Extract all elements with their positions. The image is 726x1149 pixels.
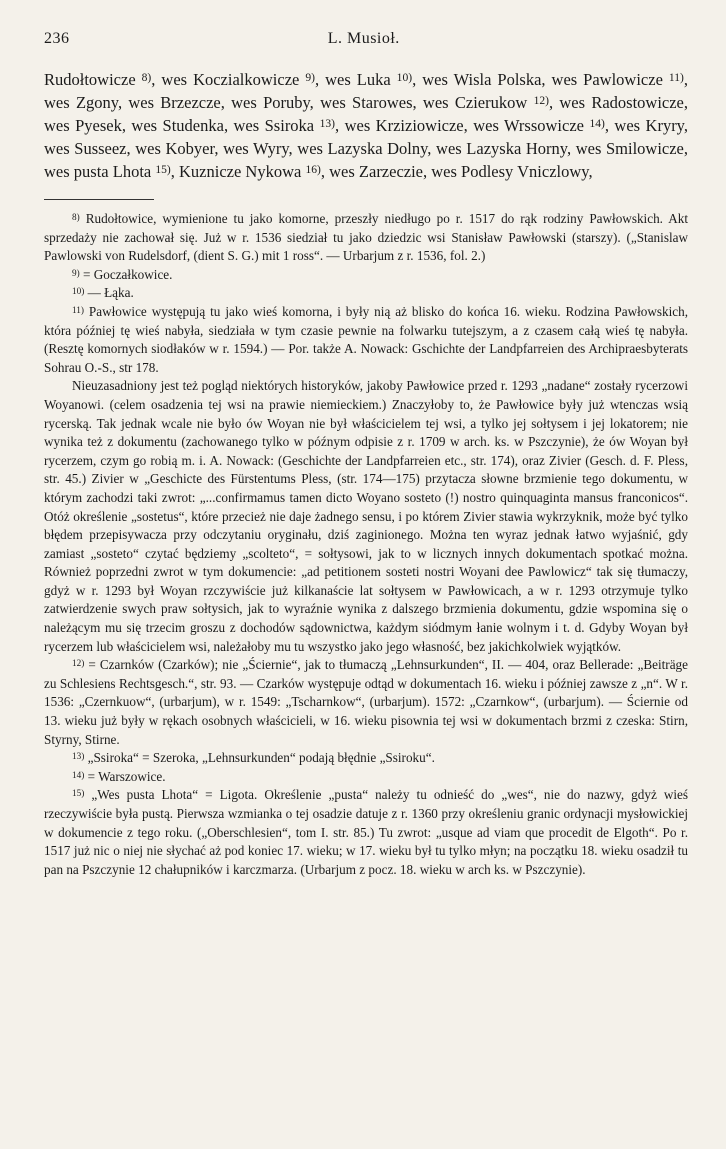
footnote-reference[interactable]: 12)	[533, 94, 549, 107]
page-number: 236	[44, 30, 70, 47]
footnotes	[44, 210, 688, 879]
footnote-text: — Łąka.	[87, 285, 134, 301]
footnote-text: „Wes pusta Lhota“ = Ligota. Określenie „pusta“ należy tu odnieść do „wes“, nie do nazwy, gdyż wieś rzeczywiście była pustą. Pierwsza wzmianka o tej osadzie datuje z r. 1360 przy określeniu granic ordynacji mysłowickiej w dokumencie z tego roku. („Oberschlesien“, tom I. str. 85.) Tu zwrot: „usque ad viam que procedit de Elgoth“. Po r. 1517 już nic o niej nie słychać aż pod koniec 17. wieku; w 17. wieku był tu tylko młyn; na początku 18. wieku osadził tu pan na Pszczynie 12 chałupników i karczmarza. (Urbarjum z pocz. 18. wieku w arch ks. w Pszczynie).	[44, 787, 689, 877]
footnote-10	[44, 284, 688, 303]
footnote-marker: 12)	[72, 658, 85, 669]
footnote-reference[interactable]: 11)	[668, 71, 684, 84]
footnote-15	[44, 786, 688, 879]
page-header	[44, 30, 688, 52]
footnote-reference[interactable]: 14)	[589, 117, 605, 130]
footnote-marker: 11)	[72, 304, 84, 315]
footnote-11-continuation: Nieuzasadniony jest też pogląd niektórych historyków, jakoby Pawłowice przed r. 1293 „nadane“ zostały rycerzowi Woyanowi. (celem osadzenia tej wsi na prawie niemieckiem.) Znaczyłoby to, że Pawłowice były już wtenczas wsią rycerską. Tak jednak wcale nie było ów Woyan nie był właścicielem tej wsi, a tylko jej sołtysem i jej lokatorem; nie wynika też z dokumentu (zachowanego tylko w późnym odpisie z r. 1709 w arch. ks. w Pszczynie), że ów Woyan był rycerzem, czym go robią m. i. A. Nowack: (Geschichte der Landpfarreien etc., str. 174), oraz Zivier (Gesch. d. F. Pless, str. 45.) Zivier w „Geschicte des Fürstentums Pless, (str. 174—175) przytacza słowne brzmienie tego dokumentu, w którym zachodzi taki zwrot: „...confirmamus tamen dicto Woyano sosteto (!) nostro quinquaginta mansus franconicos“. Otóż określenie „sostetus“, które przecież nie daje żadnego sensu, i po którem Zivier stawia wykrzyknik, może być tylko błędem przepisywacza przy odczytaniu oryginału, dziś zaginionego. Można ten wyraz jednak łatwo wyjaśnić, gdy zamiast „sosteto“ czytać będziemy „scolteto“, = sołtysowi, jak to w licznych innych dokumentach spotkać można. Również poprzedni zwrot w tym dokumencie: „ad petitionem sosteti nostri Woyani dee Pawlowicz“ tak się tłumaczy, gdyż w r. 1293 był Woyan rzczywiście już kilkanaście lat sołtysem w Pawłowicach, a w r. 1293 otrzymuje tylko zatwierdzenie swych praw sołtysich, jak to wyraźnie wynika z dalszego brzmienia dokumentu, gdzie wspomina się o należącym mu się trzecim groszu z dochodów sądownictwa, każdym siódmym łanie wolnym i t. d. Gdyby Woyan był rycerzem lub właścicielem wsi, należałoby mu tu wszystko jako jego własność, bez jakichkolwiek wyjątków.	[44, 378, 688, 654]
footnote-reference[interactable]: 13)	[319, 117, 335, 130]
footnote-marker: 15)	[72, 788, 85, 799]
footnote-14	[44, 768, 688, 787]
footnote-marker: 14)	[72, 769, 85, 780]
footnote-reference[interactable]: 15)	[155, 163, 171, 176]
footnote-text: = Goczałkowice.	[83, 266, 173, 282]
footnote-reference[interactable]: 8)	[141, 71, 152, 84]
footnote-separator	[44, 199, 154, 200]
footnote-11	[44, 303, 688, 377]
footnote-text: „Ssiroka“ = Szeroka, „Lehnsurkunden“ podają błędnie „Ssiroku“.	[87, 750, 435, 766]
running-title: L. Musioł.	[327, 30, 400, 47]
footnote-text: Rudołtowice, wymienione tu jako komorne, przeszły niedługo po r. 1517 do rąk rodziny Pawłowskich. Akt sprzedaży nie zachował się. Już w r. 1536 siedział tu jako dziedzic wsi Stanisław Pawłowski (starszy). („Stanislaw Pawlowski von Rudelsdorf, (dient S. G.) mit 1 ross“. — Urbarjum z r. 1536, fol. 2.)	[44, 211, 688, 264]
footnote-reference[interactable]: 9)	[305, 71, 315, 84]
footnote-reference[interactable]: 16)	[305, 163, 321, 176]
footnote-13	[44, 749, 688, 768]
footnote-marker: 13)	[72, 751, 85, 761]
footnote-text: Pawłowice występują tu jako wieś komorna, i były nią aż blisko do końca 16. wieku. Rodzina Pawłowskich, która później tę wieś nabyła, siedziała w tym czasie pewnie na folwarku tutejszym, a z czasem całą wieś tę nabyła. (Resztę komornych siodłaków w r. 1594.) — Por. także A. Nowack: Gschichte der Landpfarreien des Archipraesbyterats Sohrau O.-S., str 178.	[44, 303, 689, 375]
footnote-marker: 8)	[72, 211, 80, 222]
footnote-12	[44, 656, 688, 749]
footnote-marker: 10)	[72, 286, 85, 297]
footnote-marker: 9)	[72, 267, 80, 278]
footnote-8	[44, 210, 688, 266]
main-paragraph: Rudołtowicze $^{8)}$, wes Koczialkowicze $^{9)}$, wes Luka $^{10)}$, wes Wisla Polska, wes Pawlowicze $^{11)}$, wes Zgony, wes Brzezcze, wes Poruby, wes Starowes, wes Czierukow $^{12)}$, wes Radostowicze, wes Pyesek, wes Studenka, wes Ssiroka $^{13)}$, wes Krziziowicze, wes Wrssowicze $^{14)}$, wes Kryry, wes Susseez, wes Kobyer, wes Wyry, wes Lazyska Dolny, wes Lazyska Horny, wes Smilowicze, wes pusta Lhota $^{15)}$, Kuznicze Nykowa $^{16)}$, wes Zarzeczie, wes Podlesy Vniczlowy,	[44, 70, 688, 181]
footnote-reference[interactable]: 10)	[396, 71, 413, 84]
footnote-text: = Warszowice.	[87, 768, 166, 784]
main-text	[44, 68, 688, 183]
footnote-9	[44, 266, 688, 285]
footnote-text: = Czarnków (Czarków); nie „Ściernie“, jak to tłumaczą „Lehnsurkunden“, II. — 404, oraz Bellerade: „Beiträge zu Schlesiens Rechtsgesch.“, str. 93. — Czarków występuje odtąd w dokumentach 16. wieku i później zawsze z „n“. W r. 1536: „Czernkuow“, (urbarjum), w r. 1549: „Tscharnkow“, (urbarjum). 1572: „Czarnkow“, (urbarjum). — Ściernie od 13. wieku już były w rękach osobnych właścicieli, w 16. wieku pisownia tej wsi w dokumentach brzmi z czeska: Stirn, Styrny, Stirne.	[44, 657, 688, 747]
